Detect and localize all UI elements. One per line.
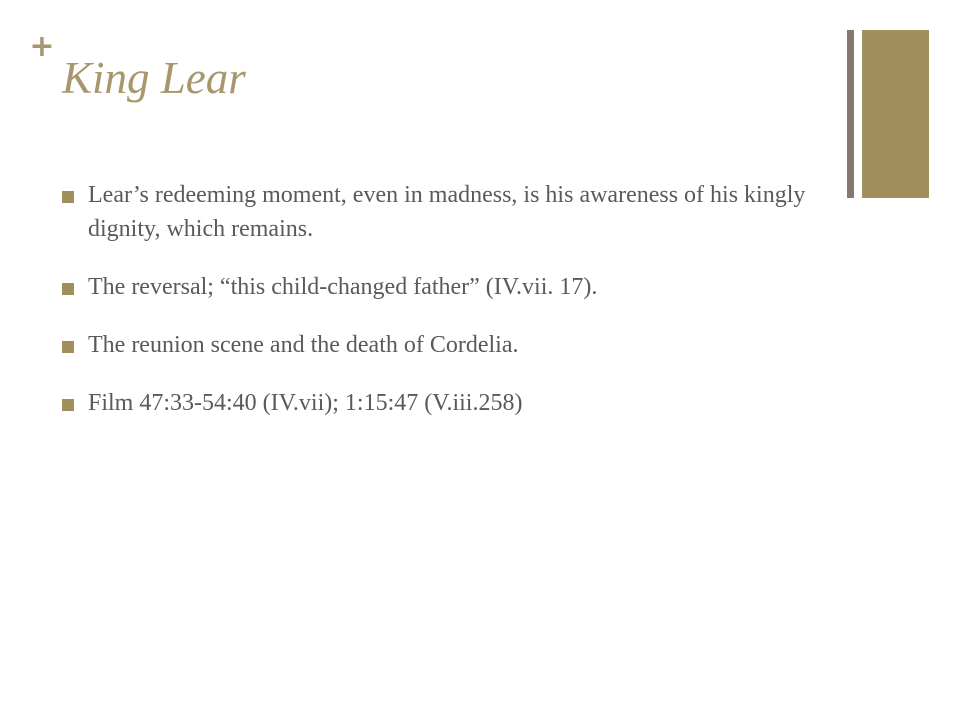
plus-icon: + xyxy=(29,29,55,64)
decorative-bar-gold xyxy=(862,30,929,198)
square-bullet-icon xyxy=(62,341,74,353)
decorative-bar-grey xyxy=(847,30,854,198)
slide-title: King Lear xyxy=(62,53,246,103)
bullet-item xyxy=(62,386,842,420)
bullet-text: The reversal; “this child-changed father” (IV.vii. 17). xyxy=(88,274,598,300)
square-bullet-icon xyxy=(62,399,74,411)
bullet-item xyxy=(62,178,842,246)
bullet-list xyxy=(62,178,842,444)
bullet-item xyxy=(62,328,842,362)
bullet-text: Film 47:33-54:40 (IV.vii); 1:15:47 (V.iii.258) xyxy=(88,390,523,416)
bullet-text: The reunion scene and the death of Cordelia. xyxy=(88,332,519,358)
bullet-item xyxy=(62,270,842,304)
bullet-text: Lear’s redeeming moment, even in madness, is his awareness of his kingly dignity, which remains. xyxy=(88,182,806,242)
square-bullet-icon xyxy=(62,283,74,295)
square-bullet-icon xyxy=(62,191,74,203)
